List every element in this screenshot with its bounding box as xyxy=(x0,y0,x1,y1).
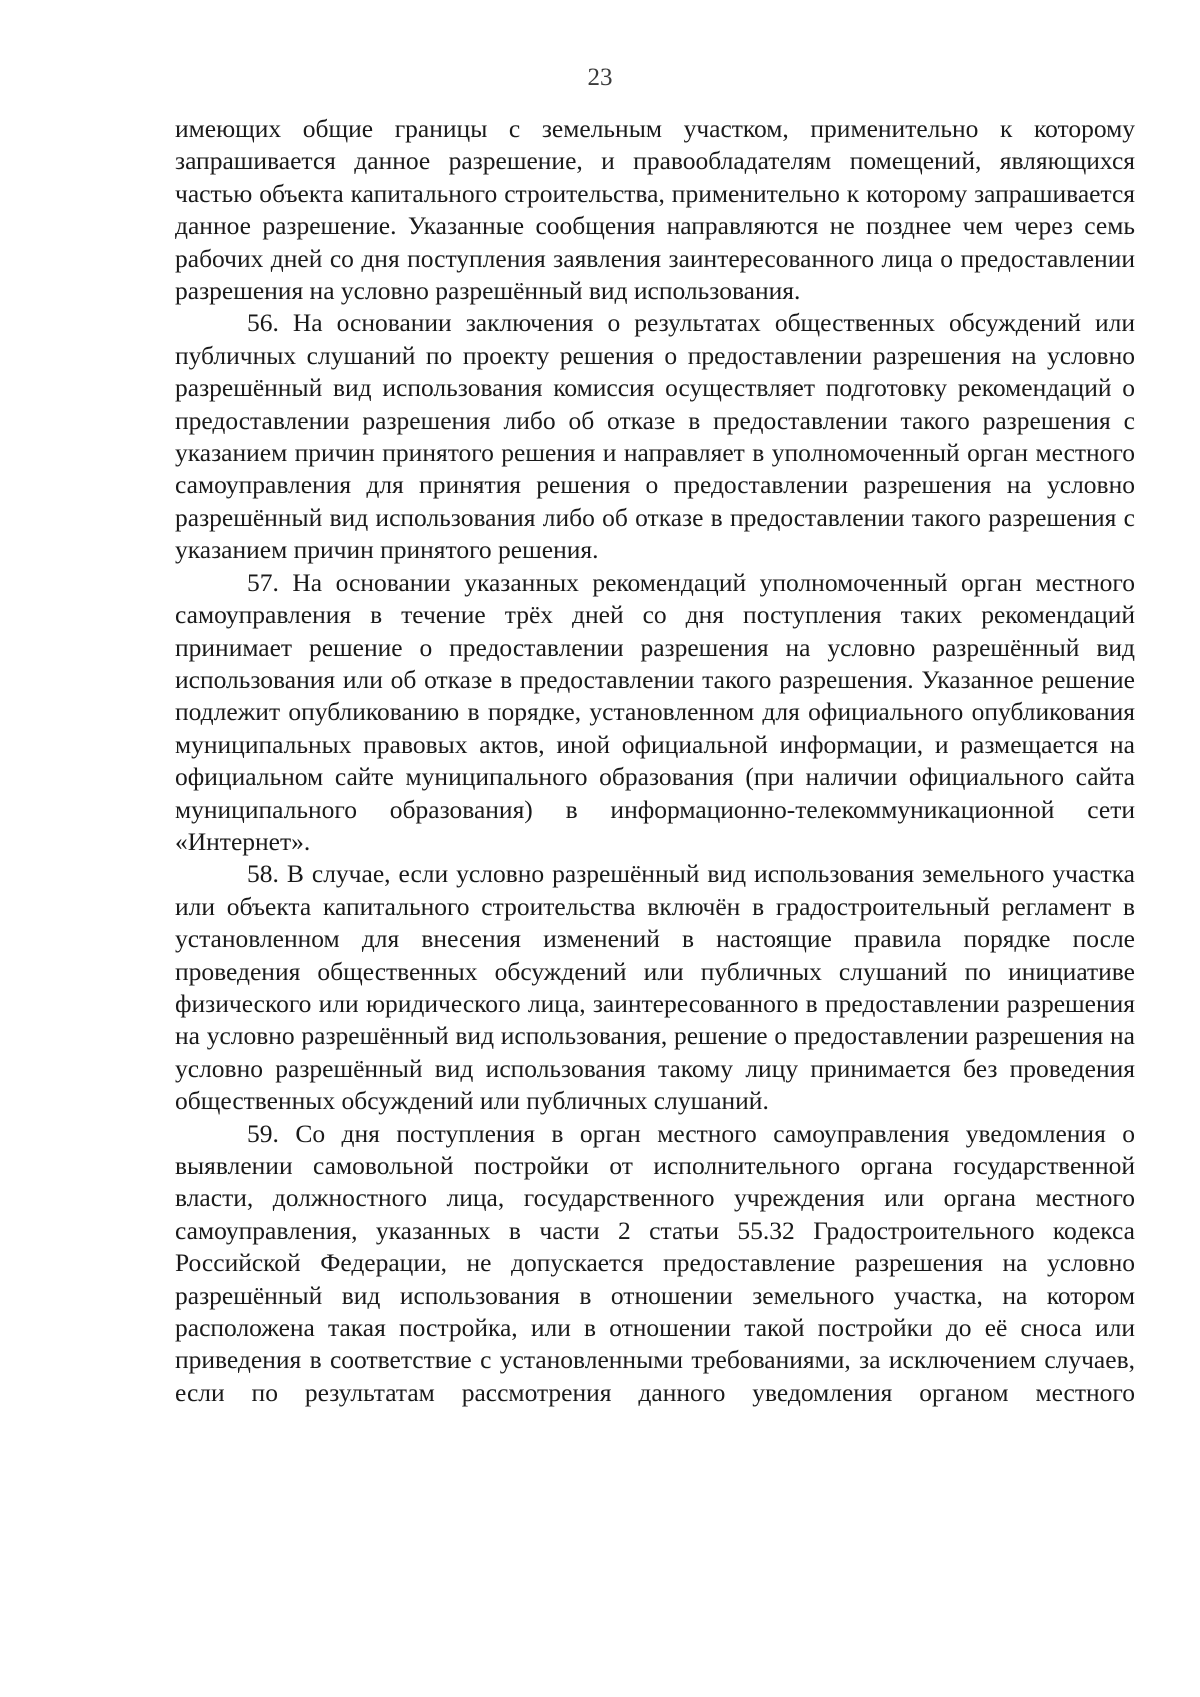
paragraph-item-57: 57. На основании указанных рекомендаций уполномоченный орган местного самоуправления в течение трёх дней со дня поступления таких рекомендаций принимает решение о предоставлении разрешения на условно разрешённый вид использования или об отказе в предоставлении такого разрешения. Указанное решение подлежит опубликованию в порядке, установленном для официального опубликования муниципальных правовых актов, иной официальной информации, и размещается на официальном сайте муниципального образования (при наличии официального сайта муниципального образования) в информационно-телекоммуникационной сети «Интернет». xyxy=(175,567,1135,856)
paragraph-continuation: имеющих общие границы с земельным участком, применительно к которому запрашивается данное разрешение, и правообладателям помещений, являющихся частью объекта капитального строительства, применительно к которому запрашивается данное разрешение. Указанные сообщения направляются не позднее чем через семь рабочих дней со дня поступления заявления заинтересованного лица о предоставлении разрешения на условно разрешённый вид использования. xyxy=(175,114,1135,306)
document-body xyxy=(175,113,1135,1409)
paragraph-item-56: 56. На основании заключения о результатах общественных обсуждений или публичных слушаний по проекту решения о предоставлении разрешения на условно разрешённый вид использования комиссия осуществляет подготовку рекомендаций о предоставлении разрешения либо об отказе в предоставлении такого разрешения с указанием причин принятого решения и направляет в уполномоченный орган местного самоуправления для принятия решения о предоставлении разрешения на условно разрешённый вид использования либо об отказе в предоставлении такого разрешения с указанием причин принятого решения. xyxy=(175,308,1135,565)
paragraph-item-59: 59. Со дня поступления в орган местного самоуправления уведомления о выявлении самовольной постройки от исполнительного органа государственной власти, должностного лица, государственного учреждения или органа местного самоуправления, указанных в части 2 статьи 55.32 Градостроительного кодекса Российской Федерации, не допускается предоставление разрешения на условно разрешённый вид использования в отношении земельного участка, на котором расположена такая постройка, или в отношении такой постройки до её сноса или приведения в соответствие с установленными требованиями, за исключением случаев, если по результатам рассмотрения данного уведомления органом местного xyxy=(175,1118,1135,1407)
page-number: 23 xyxy=(587,64,613,91)
paragraph-item-58: 58. В случае, если условно разрешённый вид использования земельного участка или объекта капитального строительства включён в градостроительный регламент в установленном для внесения изменений в настоящие правила порядке после проведения общественных обсуждений или публичных слушаний по инициативе физического или юридического лица, заинтересованного в предоставлении разрешения на условно разрешённый вид использования, решение о предоставлении разрешения на условно разрешённый вид использования такому лицу принимается без проведения общественных обсуждений или публичных слушаний. xyxy=(175,859,1135,1116)
